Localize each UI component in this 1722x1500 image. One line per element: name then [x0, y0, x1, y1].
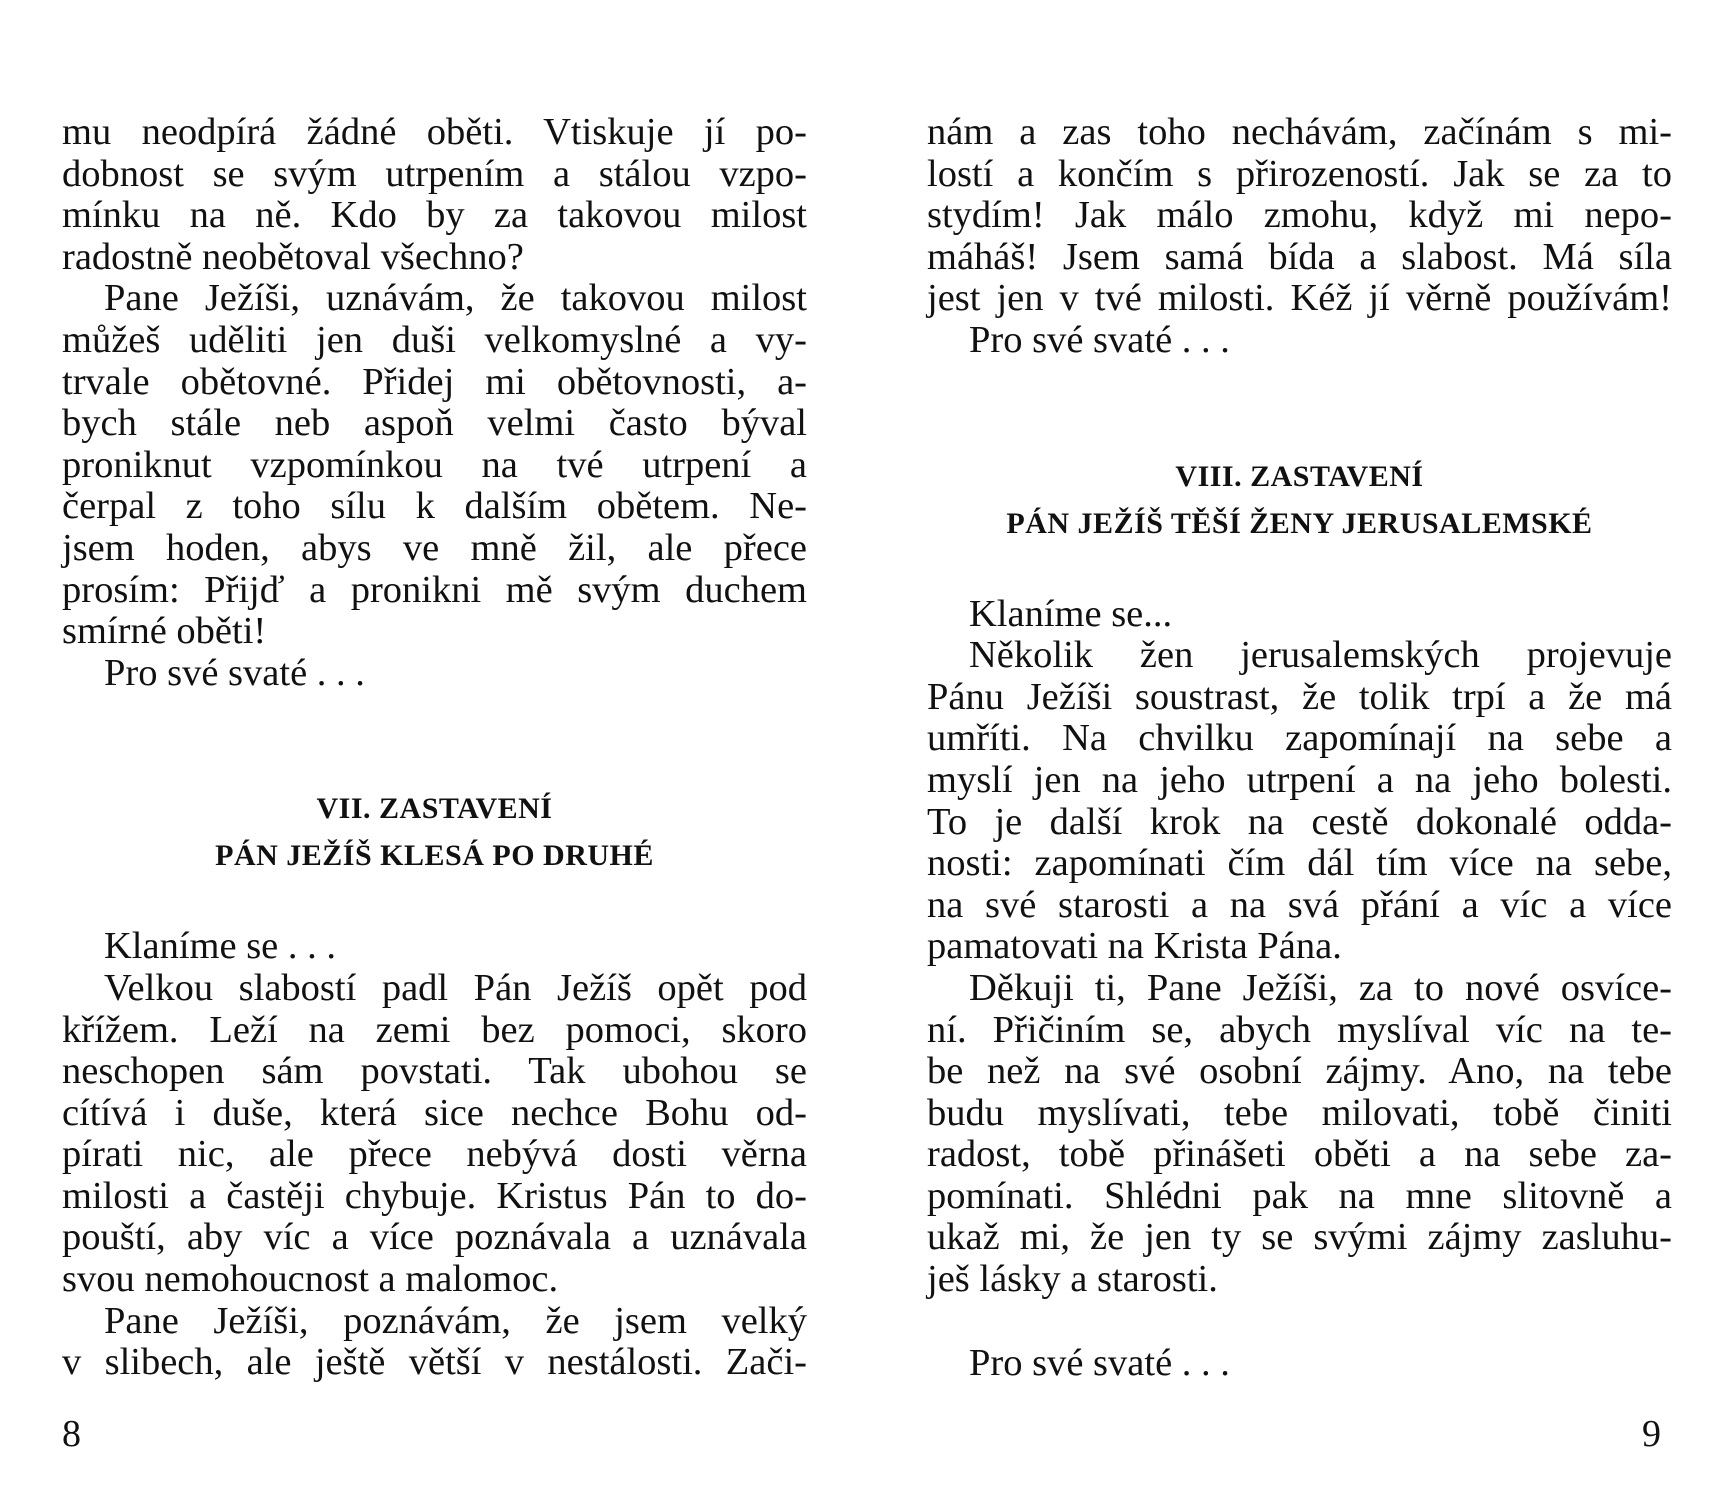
right-page: [861, 0, 1722, 1500]
text-line: cítívá i duše, která sice nechce Bohu od-: [62, 1091, 807, 1134]
text-line: prosím: Přijď a pronikni mě svým duchem: [62, 568, 807, 611]
spacer: [927, 548, 1672, 594]
text-line: umříti. Na chvilku zapomínají na sebe a: [927, 717, 1672, 760]
text-line: Pane Ježíši, poznávám, že jsem velký: [104, 1299, 807, 1342]
text-line: dobnost se svým utrpením a stálou vzpo-: [62, 152, 807, 195]
closing-formula: Pro své svaté . . .: [104, 651, 365, 694]
text-line: Velkou slabostí padl Pán Ježíš opět pod: [104, 966, 807, 1009]
station-subtitle: PÁN JEŽÍŠ TĚŠÍ ŽENY JERUSALEMSKÉ: [1006, 506, 1593, 540]
text-line: proniknut vzpomínkou na tvé utrpení a: [62, 443, 807, 486]
spacer: [927, 1301, 1672, 1343]
text-line: Děkuji ti, Pane Ježíši, za to nové osvíce-: [969, 966, 1672, 1009]
text-line: To je další krok na cestě dokonalé odda-: [927, 800, 1672, 843]
text-line: pouští, aby víc a více poznávala a uznávala: [62, 1216, 807, 1259]
text-line: pírati nic, ale přece nebývá dosti věrna: [62, 1133, 807, 1176]
text-line: radostně neobětoval všechno?: [62, 235, 524, 278]
text-line: svou nemohoucnost a malomoc.: [62, 1258, 559, 1301]
text-line: můžeš uděliti jen duši velkomyslné a vy-: [62, 318, 807, 361]
adoration-line: Klaníme se...: [969, 592, 1173, 635]
text-line: budu myslívati, tebe milovati, tobě činiti: [927, 1091, 1672, 1134]
spacer: [62, 880, 807, 926]
text-line: pamatovati na Krista Pána.: [927, 925, 1342, 968]
text-line: milosti a častěji chybuje. Kristus Pán to do-: [62, 1174, 807, 1217]
station-title: VIII. ZASTAVENÍ: [1175, 459, 1424, 493]
text-line: Několik žen jerusalemských projevuje: [969, 634, 1672, 677]
text-line: ješ lásky a starosti.: [927, 1258, 1218, 1301]
text-line: mínku na ně. Kdo by za takovou milost: [62, 194, 807, 237]
text-line: Pánu Ježíši soustrast, že tolik trpí a že má: [927, 675, 1672, 718]
text-line: Pane Ježíši, uznávám, že takovou milost: [104, 277, 807, 320]
left-text-column: [62, 112, 807, 1384]
text-line: radost, tobě přinášeti oběti a na sebe za-: [927, 1133, 1672, 1176]
text-line: ní. Přičiním se, abych myslíval víc na te-: [927, 1008, 1672, 1051]
text-line: trvale obětovné. Přidej mi obětovnosti, a-: [62, 360, 807, 403]
closing-formula: Pro své svaté . . .: [969, 318, 1230, 361]
text-line: jsem hoden, abys ve mně žil, ale přece: [62, 526, 807, 569]
text-line: ukaž mi, že jen ty se svými zájmy zasluhu-: [927, 1216, 1672, 1259]
text-line: pomínati. Shlédni pak na mne slitovně a: [927, 1174, 1672, 1217]
text-line: v slibech, ale ještě větší v nestálosti. Zači-: [62, 1341, 807, 1384]
text-line: stydím! Jak málo zmohu, když mi nepo-: [927, 194, 1672, 237]
adoration-line: Klaníme se . . .: [104, 925, 337, 968]
text-line: mu neodpírá žádné oběti. Vtiskuje jí po-: [62, 111, 807, 153]
spacer: [62, 694, 807, 789]
text-line: nám a zas toho nechávám, začínám s mi-: [927, 111, 1672, 153]
text-line: bych stále neb aspoň velmi často býval: [62, 402, 807, 445]
text-line: čerpal z toho sílu k dalším obětem. Ne-: [62, 485, 807, 528]
text-line: neschopen sám povstati. Tak ubohou se: [62, 1050, 807, 1093]
text-line: nosti: zapomínati čím dál tím více na sebe,: [927, 842, 1672, 885]
spacer: [927, 362, 1672, 457]
text-line: křížem. Leží na zemi bez pomoci, skoro: [62, 1008, 807, 1051]
text-line: máháš! Jsem samá bída a slabost. Má síla: [927, 235, 1672, 278]
station-title: VII. ZASTAVENÍ: [316, 792, 553, 826]
text-line: jest jen v tvé milosti. Kéž jí věrně používám!: [927, 277, 1672, 320]
closing-formula: Pro své svaté . . .: [969, 1341, 1230, 1384]
text-line: smírné oběti!: [62, 610, 267, 653]
page-number: 8: [62, 1413, 81, 1455]
text-line: lostí a končím s přirozeností. Jak se za to: [927, 152, 1672, 195]
right-text-column: [927, 112, 1672, 1384]
page-number: 9: [1642, 1413, 1661, 1455]
text-line: be než na své osobní zájmy. Ano, na tebe: [927, 1050, 1672, 1093]
text-line: na své starosti a na svá přání a víc a více: [927, 883, 1672, 926]
station-subtitle: PÁN JEŽÍŠ KLESÁ PO DRUHÉ: [215, 839, 654, 873]
text-line: myslí jen na jeho utrpení a na jeho bolesti.: [927, 758, 1672, 801]
